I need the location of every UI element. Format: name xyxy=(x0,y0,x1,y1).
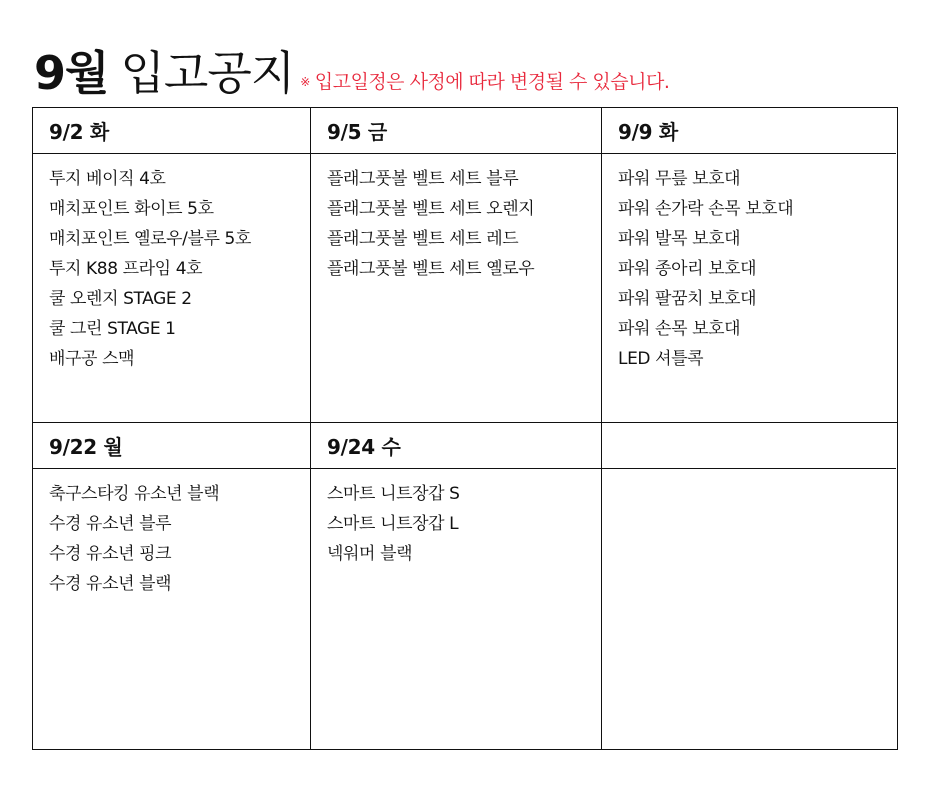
schedule-notice xyxy=(300,67,669,94)
schedule-cell-sep-24 xyxy=(311,423,601,748)
cell-date: 9/2 화 xyxy=(33,108,310,154)
list-item: 투지 베이직 4호 xyxy=(49,169,166,189)
list-item: 축구스타킹 유소년 블랙 xyxy=(49,484,220,504)
cell-item-list xyxy=(311,469,601,569)
list-item: 플래그풋볼 벨트 세트 오렌지 xyxy=(327,199,535,219)
list-item: 수경 유소년 핑크 xyxy=(49,544,172,564)
list-item: 파워 무릎 보호대 xyxy=(618,169,741,189)
title-month: 9월 xyxy=(34,46,109,100)
schedule-cell-sep-22 xyxy=(33,423,310,748)
list-item: 파워 발목 보호대 xyxy=(618,229,741,249)
schedule-cell-empty xyxy=(602,423,896,748)
schedule-cell-sep-9 xyxy=(602,108,896,422)
schedule-cell-sep-5 xyxy=(311,108,601,422)
list-item: 플래그풋볼 벨트 세트 레드 xyxy=(327,229,519,249)
cell-item-list xyxy=(33,469,310,599)
notice-text: 입고일정은 사정에 따라 변경될 수 있습니다. xyxy=(314,71,670,93)
list-item: 수경 유소년 블루 xyxy=(49,514,172,534)
list-item: 투지 K88 프라임 4호 xyxy=(49,259,203,279)
list-item: LED 셔틀콕 xyxy=(618,349,704,369)
cell-item-list xyxy=(311,154,601,284)
list-item: 매치포인트 화이트 5호 xyxy=(49,199,214,219)
list-item: 스마트 니트장갑 L xyxy=(327,514,459,534)
cell-item-list xyxy=(602,154,896,374)
schedule-table xyxy=(32,107,898,750)
list-item: 파워 팔꿈치 보호대 xyxy=(618,289,757,309)
cell-date: 9/5 금 xyxy=(311,108,601,154)
cell-date: 9/24 수 xyxy=(311,423,601,469)
schedule-cell-sep-2 xyxy=(33,108,310,422)
page-title: 입고공지 xyxy=(120,46,295,100)
cell-date: 9/22 월 xyxy=(33,423,310,469)
list-item: 매치포인트 옐로우/블루 5호 xyxy=(49,229,251,249)
list-item: 스마트 니트장갑 S xyxy=(327,484,460,504)
cell-date: 9/9 화 xyxy=(602,108,896,154)
list-item: 쿨 그린 STAGE 1 xyxy=(49,319,176,339)
cell-item-list xyxy=(602,469,896,479)
page-header xyxy=(34,34,670,100)
list-item: 파워 손목 보호대 xyxy=(618,319,741,339)
list-item: 파워 손가락 손목 보호대 xyxy=(618,199,794,219)
list-item: 수경 유소년 블랙 xyxy=(49,574,172,594)
cell-date xyxy=(602,423,896,469)
cell-item-list xyxy=(33,154,310,374)
list-item: 플래그풋볼 벨트 세트 옐로우 xyxy=(327,259,535,279)
list-item: 파워 종아리 보호대 xyxy=(618,259,757,279)
list-item: 넥워머 블랙 xyxy=(327,544,413,564)
list-item: 플래그풋볼 벨트 세트 블루 xyxy=(327,169,519,189)
list-item: 배구공 스맥 xyxy=(49,349,135,369)
list-item: 쿨 오렌지 STAGE 2 xyxy=(49,289,192,309)
notice-mark: ※ xyxy=(300,75,310,89)
